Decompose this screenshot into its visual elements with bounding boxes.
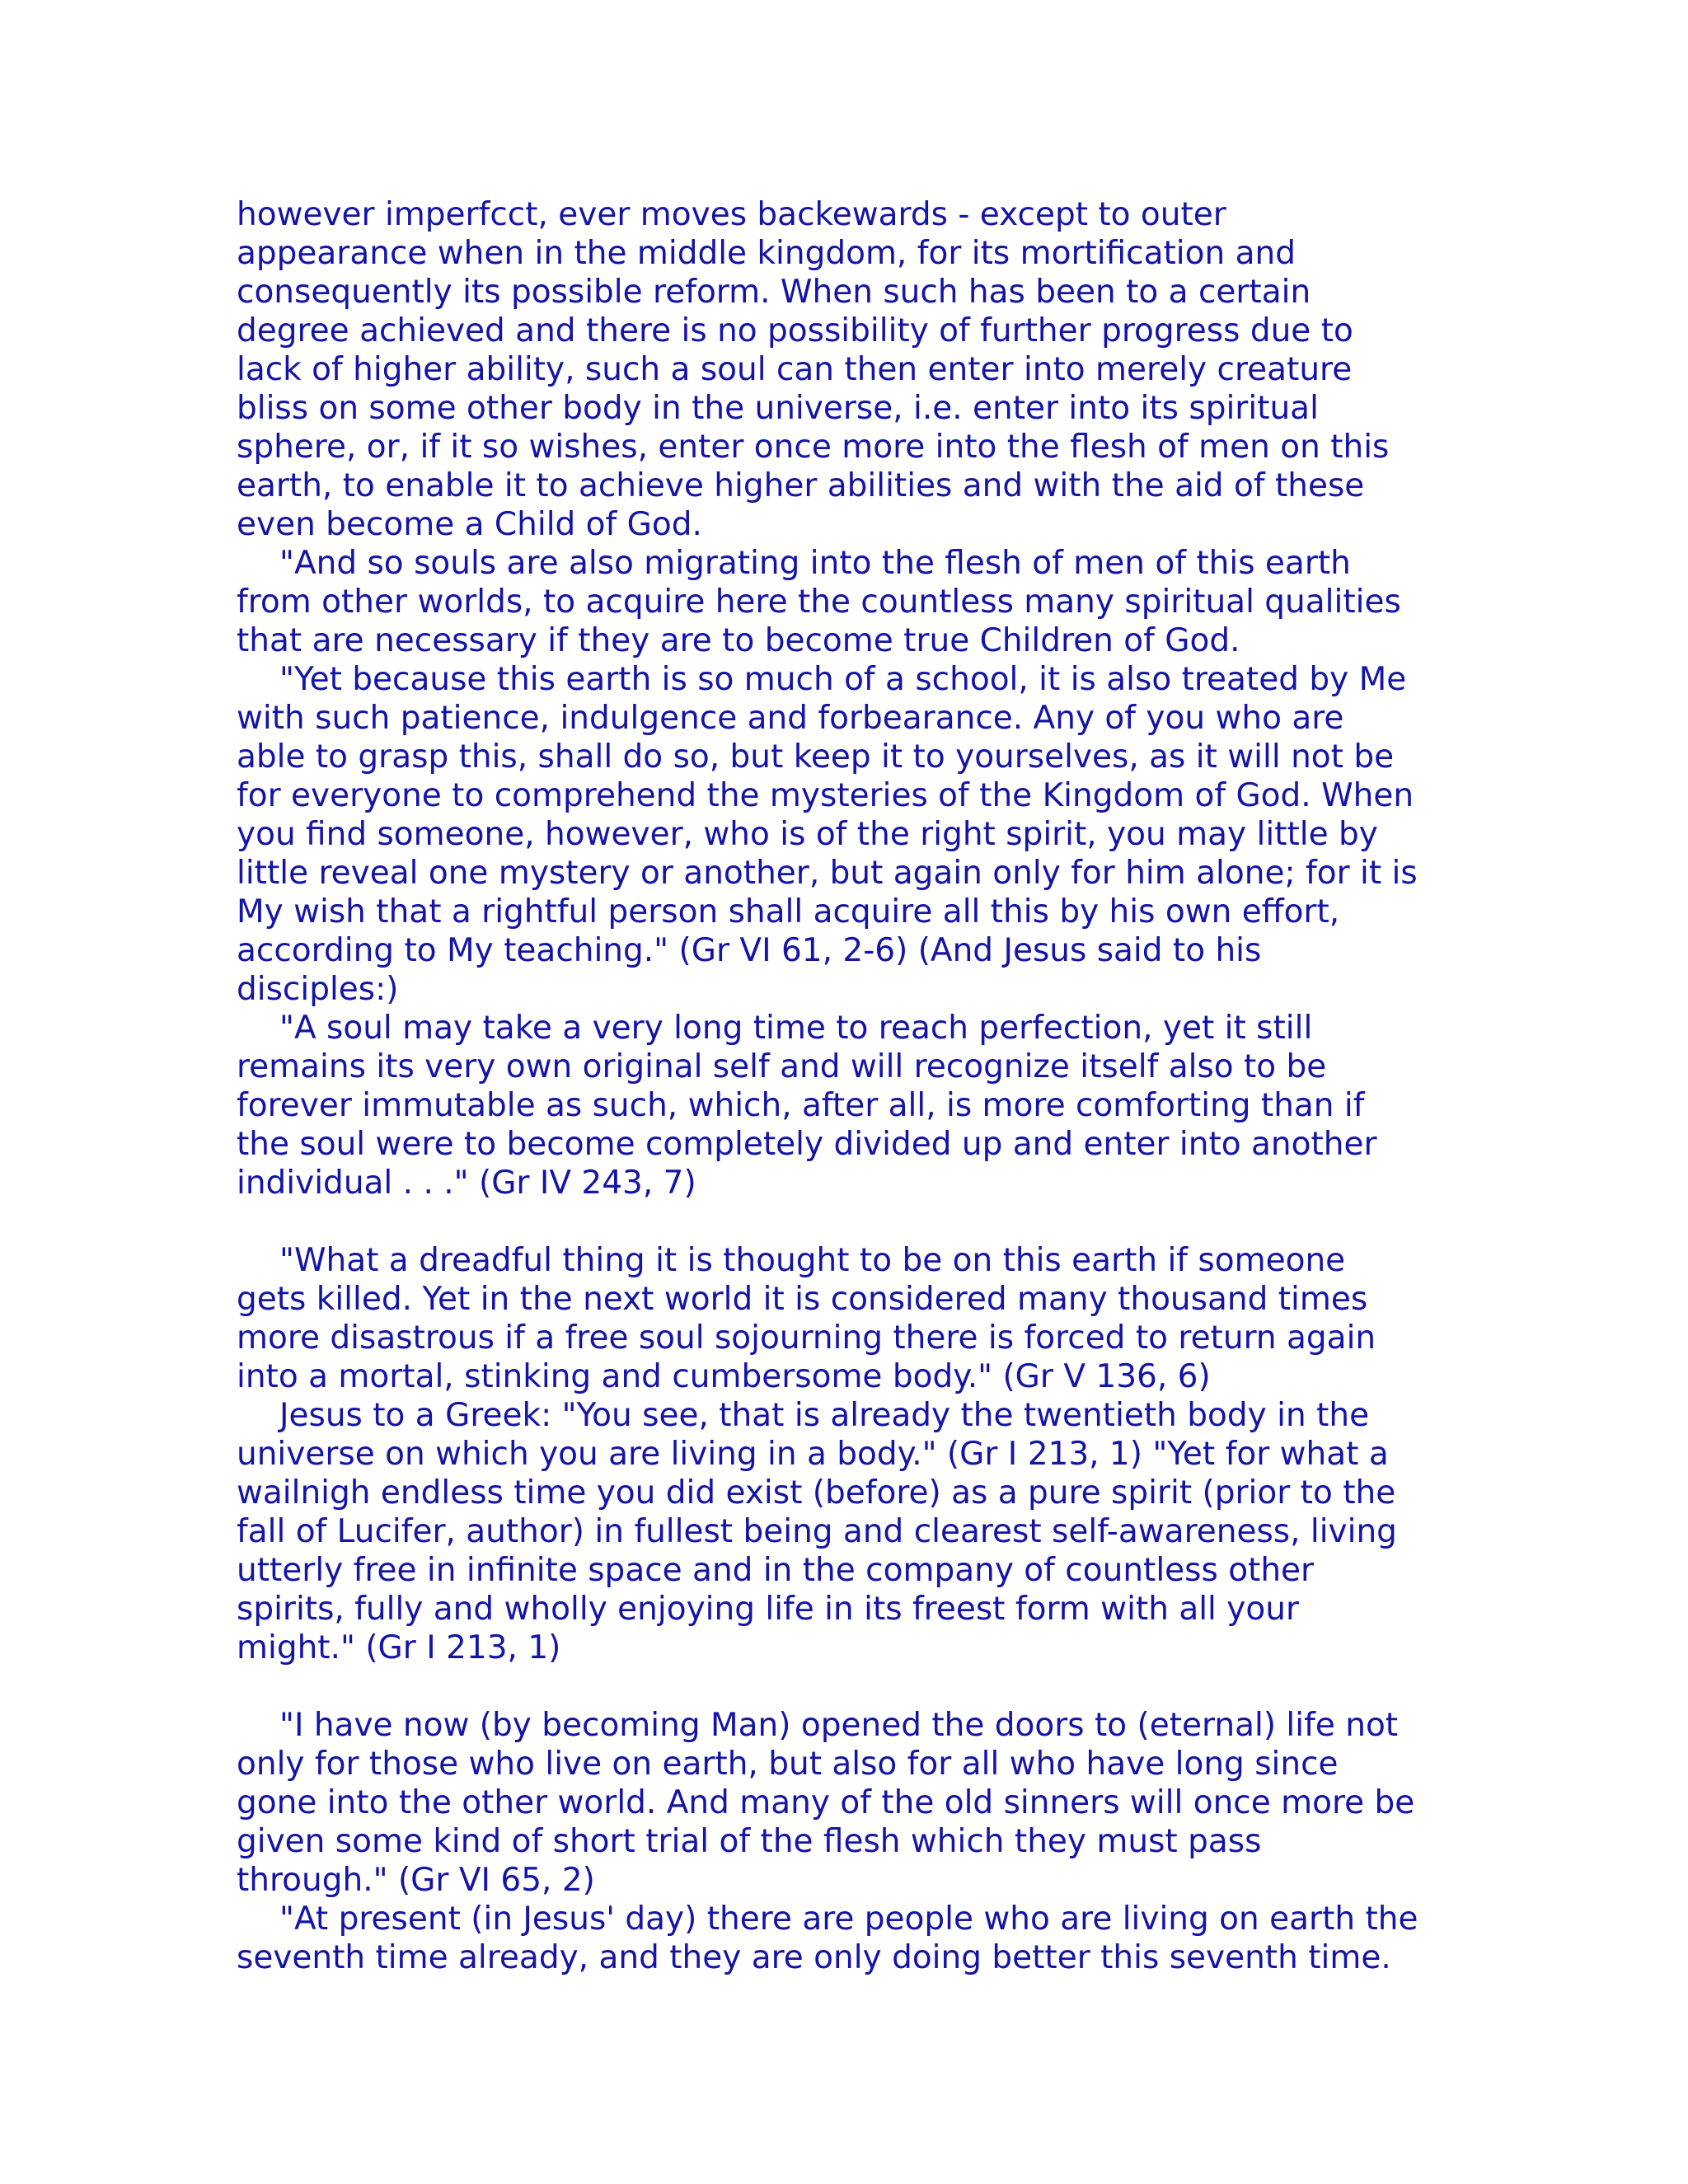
- text-line: gets killed. Yet in the next world it is considered many thousand times: [237, 1281, 1368, 1318]
- text-line: into a mortal, stinking and cumbersome body." (Gr V 136, 6): [237, 1358, 1211, 1395]
- text-line: even become a Child of God.: [237, 506, 702, 543]
- text-line: utterly free in infinite space and in the company of countless other: [237, 1552, 1315, 1589]
- text-line: with such patience, indulgence and forbearance. Any of you who are: [237, 700, 1344, 737]
- paragraph-gap: [237, 1667, 1489, 1706]
- text-line: disciples:): [237, 971, 399, 1008]
- text-line: the soul were to become completely divided up and enter into another: [237, 1126, 1377, 1163]
- text-line: little reveal one mystery or another, but again only for him alone; for it is: [237, 855, 1418, 892]
- text-line: that are necessary if they are to become true Children of God.: [237, 622, 1240, 659]
- text-line: spirits, fully and wholly enjoying life in its freest form with all your: [237, 1591, 1299, 1628]
- body-text: [237, 195, 1489, 1977]
- text-line: "A soul may take a very long time to reach perfection, yet it still: [279, 1010, 1313, 1047]
- text-line: earth, to enable it to achieve higher abilities and with the aid of these: [237, 467, 1365, 504]
- text-line: individual . . ." (Gr IV 243, 7): [237, 1165, 696, 1202]
- text-line: given some kind of short trial of the flesh which they must pass: [237, 1823, 1262, 1860]
- text-line: might." (Gr I 213, 1): [237, 1629, 561, 1666]
- text-line: wailnigh endless time you did exist (before) as a pure spirit (prior to the: [237, 1474, 1396, 1511]
- text-line: My wish that a rightful person shall acquire all this by his own effort,: [237, 893, 1340, 930]
- text-line: appearance when in the middle kingdom, for its mortification and: [237, 235, 1296, 272]
- text-line: according to My teaching." (Gr VI 61, 2-6) (And Jesus said to his: [237, 932, 1262, 969]
- text-line: however imperfcct, ever moves backewards - except to outer: [237, 196, 1226, 233]
- text-line: "Yet because this earth is so much of a school, it is also treated by Me: [279, 661, 1407, 698]
- text-line: through." (Gr VI 65, 2): [237, 1862, 595, 1899]
- text-line: fall of Lucifer, author) in fullest being and clearest self-awareness, living: [237, 1513, 1397, 1550]
- text-line: more disastrous if a free soul sojourning there is forced to return again: [237, 1319, 1376, 1357]
- text-line: "And so souls are also migrating into the flesh of men of this earth: [279, 545, 1351, 582]
- text-line: you find someone, however, who is of the right spirit, you may little by: [237, 816, 1378, 853]
- text-line: "I have now (by becoming Man) opened the doors to (eternal) life not: [279, 1707, 1399, 1744]
- text-line: universe on which you are living in a body." (Gr I 213, 1) "Yet for what a: [237, 1436, 1389, 1473]
- text-line: remains its very own original self and will recognize itself also to be: [237, 1048, 1327, 1085]
- text-line: forever immutable as such, which, after all, is more comforting than if: [237, 1087, 1365, 1124]
- text-line: only for those who live on earth, but also for all who have long since: [237, 1746, 1339, 1783]
- text-line: consequently its possible reform. When such has been to a certain: [237, 274, 1311, 311]
- text-line: from other worlds, to acquire here the countless many spiritual qualities: [237, 583, 1401, 621]
- text-line: "What a dreadful thing it is thought to be on this earth if someone: [279, 1242, 1346, 1279]
- paragraph-gap: [237, 1202, 1489, 1241]
- text-line: "At present (in Jesus' day) there are people who are living on earth the: [279, 1900, 1418, 1938]
- text-line: seventh time already, and they are only doing better this seventh time.: [237, 1939, 1391, 1976]
- text-line: bliss on some other body in the universe, i.e. enter into its spiritual: [237, 390, 1319, 427]
- text-line: for everyone to comprehend the mysteries of the Kingdom of God. When: [237, 777, 1414, 814]
- text-line: gone into the other world. And many of the old sinners will once more be: [237, 1784, 1415, 1821]
- text-line: Jesus to a Greek: "You see, that is already the twentieth body in the: [279, 1397, 1370, 1434]
- text-line: sphere, or, if it so wishes, enter once more into the flesh of men on this: [237, 429, 1390, 466]
- text-line: lack of higher ability, such a soul can then enter into merely creature: [237, 351, 1353, 388]
- text-line: able to grasp this, shall do so, but keep it to yourselves, as it will not be: [237, 738, 1395, 776]
- text-line: degree achieved and there is no possibility of further progress due to: [237, 312, 1353, 349]
